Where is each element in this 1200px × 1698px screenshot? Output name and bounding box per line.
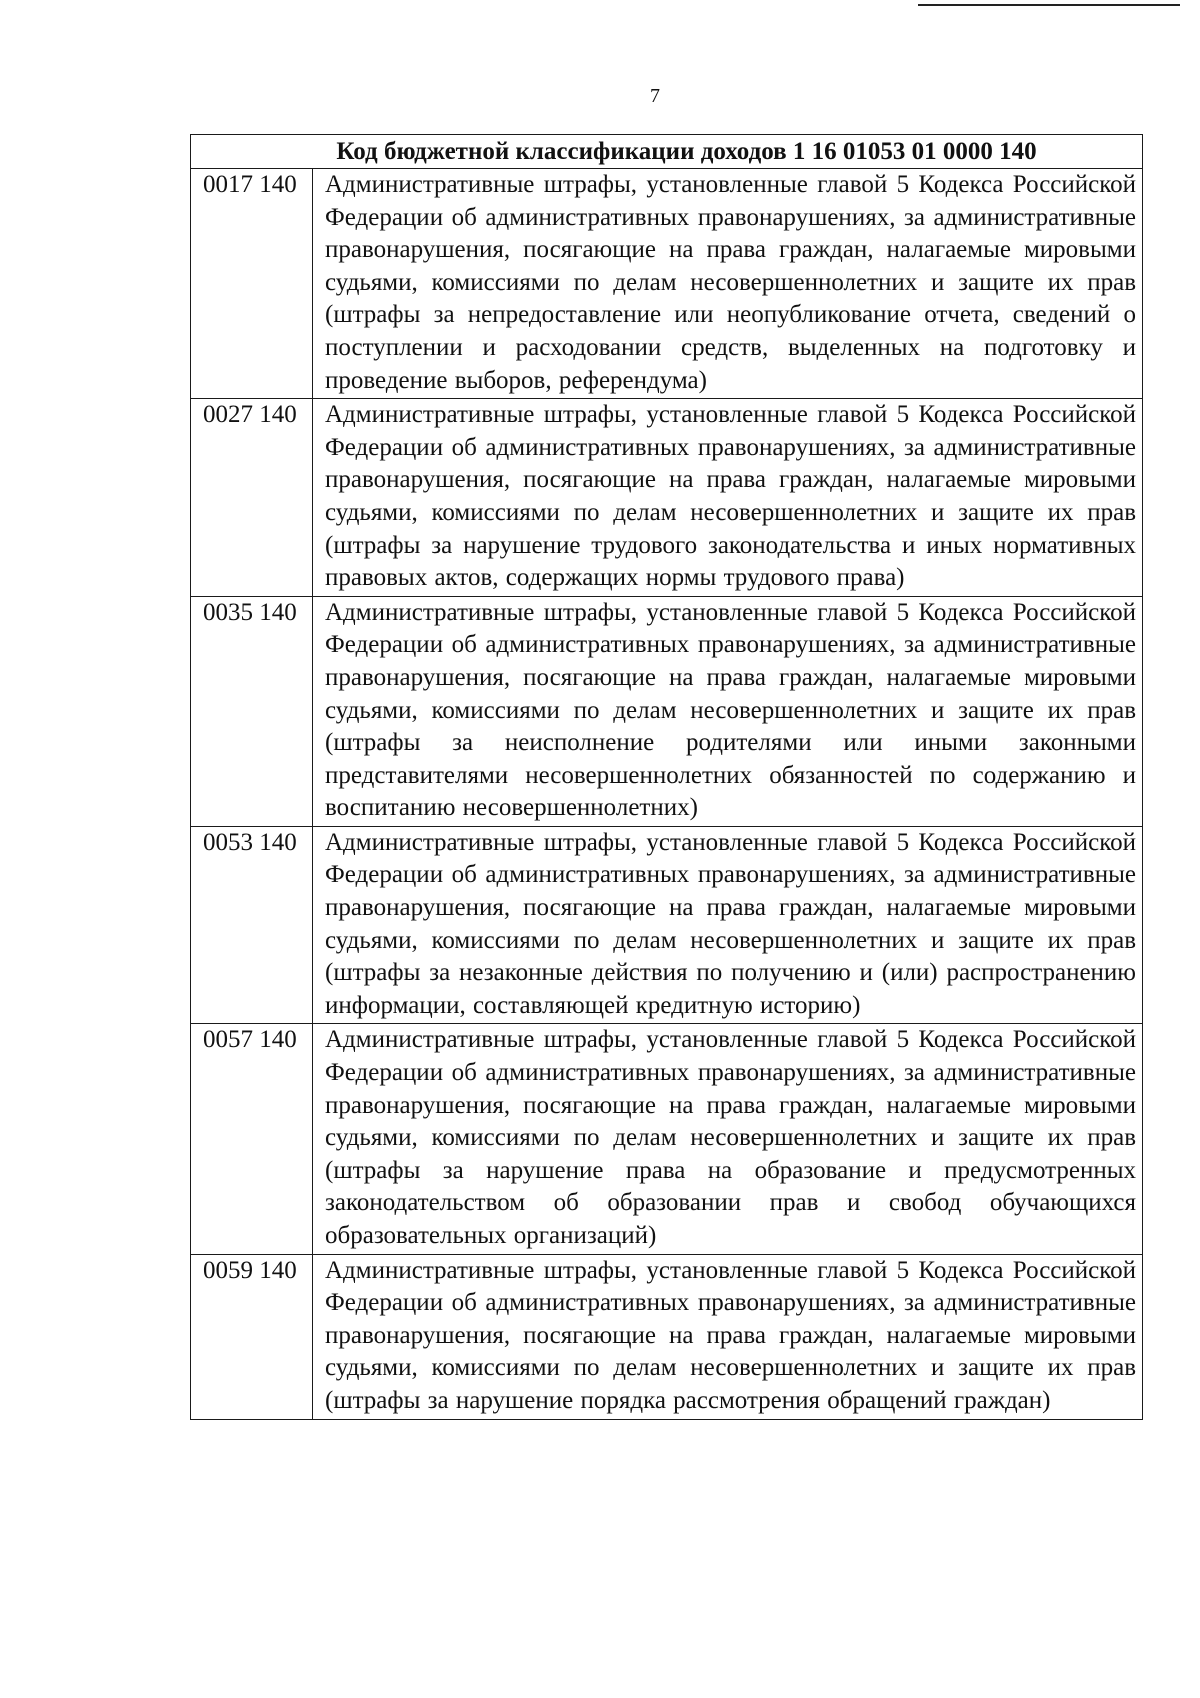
table-header: Код бюджетной классификации доходов 1 16 01053 01 0000 140 <box>191 135 1143 169</box>
fine-description-cell: Административные штрафы, установленные главой 5 Кодекса Российской Федерации об административных правонарушениях, за административные правонарушения, посягающие на права граждан, налагаемые мировыми судьями, комиссиями по делам несовершеннолетних и защите их прав (штрафы за нарушение трудового законодательства и иных нормативных правовых актов, содержащих нормы трудового права) <box>313 399 1143 597</box>
income-code-cell: 0059 140 <box>191 1254 313 1419</box>
fine-description-cell: Административные штрафы, установленные главой 5 Кодекса Российской Федерации об административных правонарушениях, за административные правонарушения, посягающие на права граждан, налагаемые мировыми судьями, комиссиями по делам несовершеннолетних и защите их прав (штрафы за нарушение порядка рассмотрения обращений граждан) <box>313 1254 1143 1419</box>
table-row <box>191 1254 1143 1419</box>
table-row <box>191 596 1143 826</box>
income-code-cell: 0035 140 <box>191 596 313 826</box>
page-number: 7 <box>650 85 660 107</box>
table-header-row <box>191 135 1143 169</box>
table-row <box>191 169 1143 399</box>
fine-description-cell: Административные штрафы, установленные главой 5 Кодекса Российской Федерации об административных правонарушениях, за административные правонарушения, посягающие на права граждан, налагаемые мировыми судьями, комиссиями по делам несовершеннолетних и защите их прав (штрафы за неисполнение родителями или иными законными представителями несовершеннолетних обязанностей по содержанию и воспитанию несовершеннолетних) <box>313 596 1143 826</box>
income-code-cell: 0053 140 <box>191 826 313 1024</box>
income-code-cell: 0027 140 <box>191 399 313 597</box>
table-row <box>191 826 1143 1024</box>
income-code-cell: 0057 140 <box>191 1024 313 1254</box>
table-body <box>191 169 1143 1420</box>
income-code-cell: 0017 140 <box>191 169 313 399</box>
fine-description-cell: Административные штрафы, установленные главой 5 Кодекса Российской Федерации об административных правонарушениях, за административные правонарушения, посягающие на права граждан, налагаемые мировыми судьями, комиссиями по делам несовершеннолетних и защите их прав (штрафы за нарушение права на образование и предусмотренных законодательством об образовании прав и свобод обучающихся образовательных организаций) <box>313 1024 1143 1254</box>
fine-description-cell: Административные штрафы, установленные главой 5 Кодекса Российской Федерации об административных правонарушениях, за административные правонарушения, посягающие на права граждан, налагаемые мировыми судьями, комиссиями по делам несовершеннолетних и защите их прав (штрафы за непредоставление или неопубликование отчета, сведений о поступлении и расходовании средств, выделенных на подготовку и проведение выборов, референдума) <box>313 169 1143 399</box>
budget-classification-table <box>190 134 1143 1420</box>
table-row <box>191 1024 1143 1254</box>
table-row <box>191 399 1143 597</box>
fine-description-cell: Административные штрафы, установленные главой 5 Кодекса Российской Федерации об административных правонарушениях, за административные правонарушения, посягающие на права граждан, налагаемые мировыми судьями, комиссиями по делам несовершеннолетних и защите их прав (штрафы за незаконные действия по получению и (или) распространению информации, составляющей кредитную историю) <box>313 826 1143 1024</box>
top-rule-divider <box>918 4 1180 6</box>
